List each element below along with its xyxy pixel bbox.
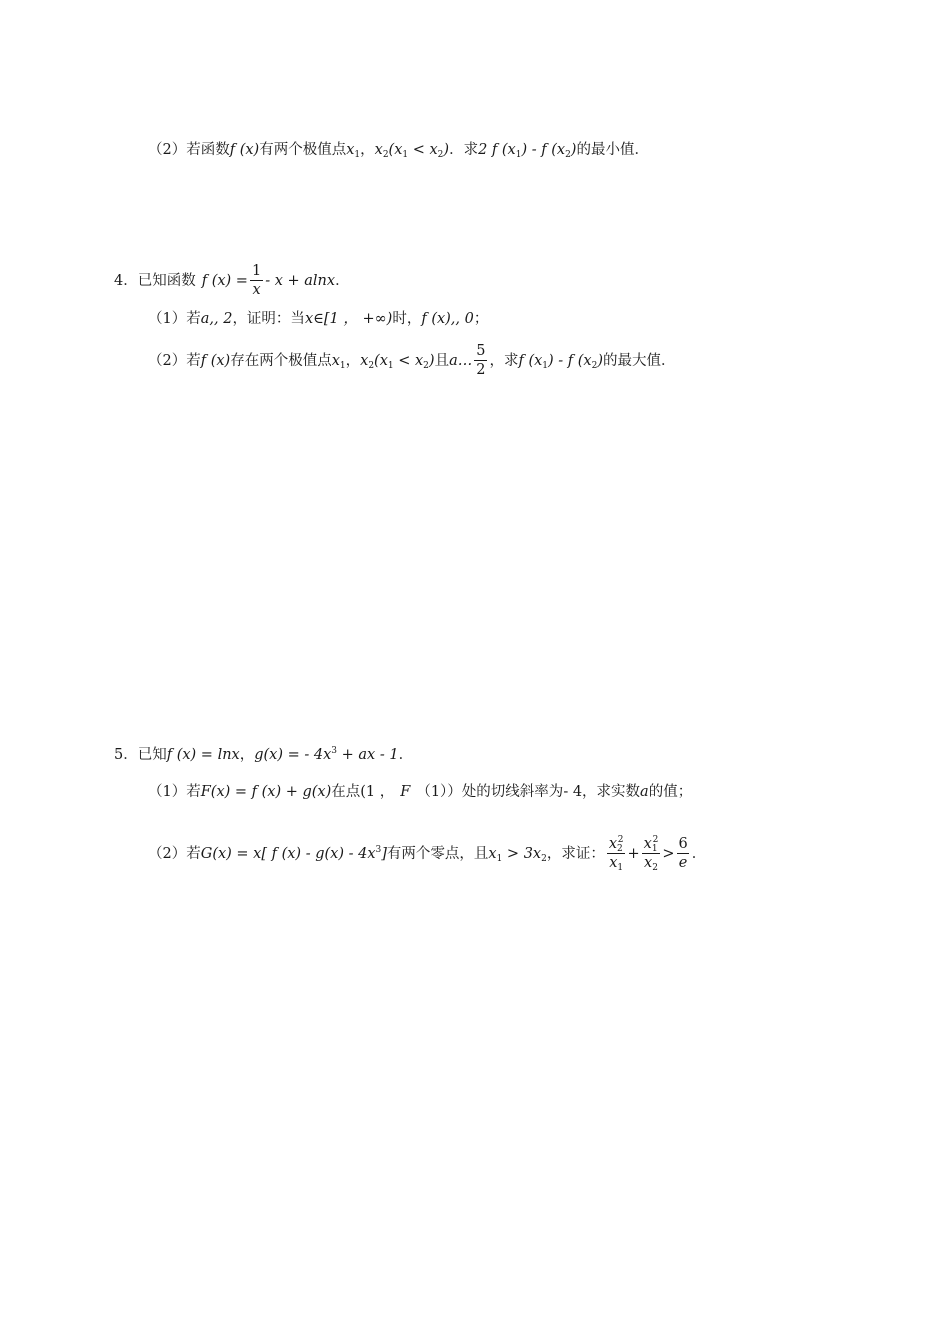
slope-value: - 4: [563, 784, 583, 800]
function-fx: f (x): [200, 352, 231, 369]
point-a: (1 ，: [360, 784, 395, 800]
text: ，求: [489, 352, 519, 369]
fraction-5-over-2: $\frac{5}{2}$: [476, 343, 486, 378]
F-definition: F(x) = f (x) + g(x): [200, 784, 332, 800]
expression: f $(x_1)$ - f $(x_2)$: [518, 352, 604, 371]
comma: ，: [345, 352, 361, 369]
period: ．: [691, 845, 707, 862]
text: 在点: [331, 784, 361, 800]
text: 若: [186, 784, 201, 800]
text: 若: [186, 352, 201, 369]
text: 若: [186, 311, 201, 327]
text: 的值；: [648, 784, 693, 800]
a-condition: a…: [449, 352, 473, 369]
condition: a,, 2: [200, 311, 233, 327]
p5-part1-line: [148, 782, 692, 802]
p5-stem-line: [114, 745, 413, 765]
function-rest: - x + alnx: [265, 272, 336, 289]
fraction-6-over-e: $\frac{6}{e}$: [678, 836, 688, 871]
var-x2: $x_2$: [374, 142, 389, 160]
g-definition: g(x) = - $4x^3$ + ax - 1: [254, 746, 399, 763]
text: 若: [186, 845, 201, 862]
var-x2: $x_2$: [360, 352, 375, 371]
period: ．: [398, 747, 414, 763]
expression: 2 f $(x_1)$ - f $(x_2)$: [478, 142, 577, 160]
part-label: （2）: [148, 845, 187, 862]
function-def: f (x) =: [201, 272, 248, 289]
comma: ，: [360, 142, 375, 158]
text: 已知: [137, 747, 167, 763]
part-label: （1）: [148, 784, 187, 800]
text: 若函数: [186, 142, 230, 158]
text: 有两个零点，且: [386, 845, 489, 862]
fraction-x2sq-over-x1: $\frac{x_2^2}{x_1}$: [608, 835, 624, 873]
text: ，证明：当: [232, 311, 305, 327]
text: 且: [434, 352, 450, 369]
G-definition: G(x) = x[ f $(x) - g(x) - 4x^3$]: [200, 844, 387, 862]
text: 有两个极值点: [259, 142, 347, 158]
text: 处的切线斜率为: [461, 784, 564, 800]
text: ，求证：: [546, 845, 605, 862]
point-F: F: [400, 784, 411, 800]
function-fx: f (x): [229, 142, 260, 158]
part-label: （2）: [148, 352, 187, 369]
part-label: （1）: [148, 311, 187, 327]
text: 已知函数: [137, 272, 196, 289]
condition: $(x_1 < x_2)$: [374, 352, 435, 371]
greater-than: >: [662, 845, 675, 862]
domain: x∈[1 ， +∞): [304, 311, 393, 327]
condition: $(x_1 < x_2)$: [388, 142, 450, 160]
f-definition: f (x) = lnx: [166, 747, 240, 763]
problem-number: 5．: [114, 747, 138, 763]
problem-number: 4．: [114, 272, 138, 289]
point-b: （1））: [416, 784, 462, 800]
period: ．: [335, 272, 350, 289]
plus-sign: +: [627, 845, 640, 862]
var-a: a: [640, 784, 649, 800]
var-x1: $x_1$: [346, 142, 361, 160]
text: ．求: [449, 142, 479, 158]
text: 的最小值．: [576, 142, 649, 158]
comma: ，: [239, 747, 255, 763]
text: 的最大值．: [603, 352, 676, 369]
p3-part2-line: [148, 140, 649, 160]
p5-part2-line: [148, 835, 706, 872]
text: 存在两个极值点: [230, 352, 332, 369]
inequality: f (x),, 0: [421, 311, 474, 327]
fraction-x1sq-over-x2: $\frac{x_1^2}{x_2}$: [643, 835, 659, 873]
p4-part2-line: [148, 342, 676, 379]
p4-part1-line: [148, 309, 488, 329]
text: ，求实数: [582, 784, 641, 800]
condition: $x_1 > 3x_2$: [488, 845, 547, 864]
text: 时，: [392, 311, 422, 327]
fraction-1-over-x: $\frac{1}{x}$: [251, 263, 262, 298]
semicolon: ；: [473, 311, 489, 327]
var-x1: $x_1$: [331, 352, 346, 371]
part-label: （2）: [148, 142, 187, 158]
p4-stem-line: [114, 262, 350, 299]
